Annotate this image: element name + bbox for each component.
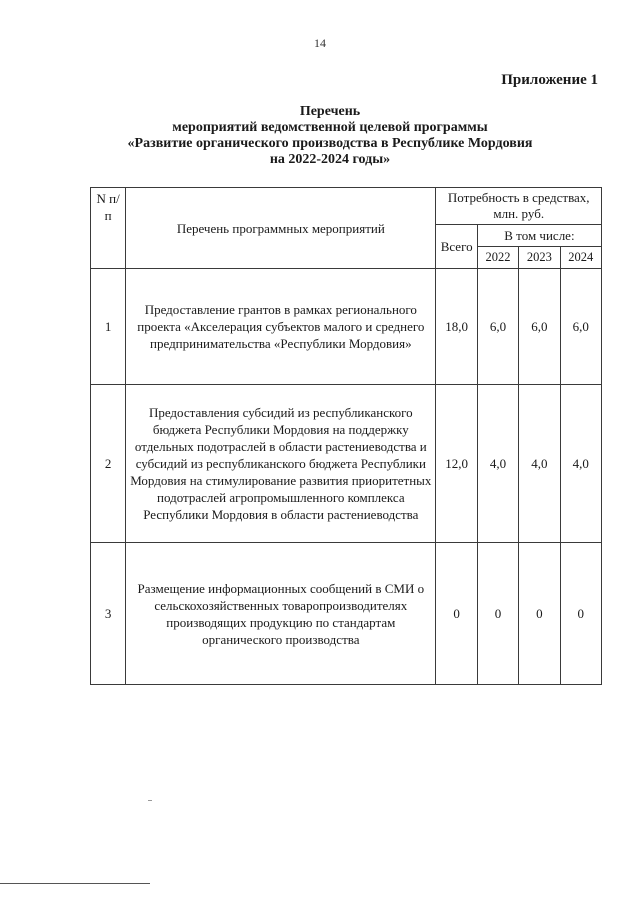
row-measure-name: Предоставление грантов в рамках регионального проекта «Акселерация субъектов малого и среднего предпринимательства «Республики Мордовия»	[126, 269, 436, 385]
row-2023: 6,0	[519, 269, 560, 385]
page-number: 14	[314, 36, 326, 50]
row-measure-name: Предоставления субсидий из республиканского бюджета Республики Мордовия на поддержку отдельных подотраслей в области растениеводства и субсидий из республиканского бюджета Республики Мордовия на стимулирование развития приоритетных подотраслей агропромышленного комплекса Республики Мордовия в области растениеводства	[126, 385, 436, 543]
title-line-3: «Развитие органического производства в Республике Мордовия	[127, 136, 533, 151]
row-number: 2	[91, 385, 126, 543]
row-total: 0	[436, 543, 477, 685]
row-2022: 4,0	[477, 385, 518, 543]
title-line-4: на 2022-2024 годы»	[269, 152, 391, 167]
header-num: N п/п	[91, 188, 126, 269]
header-year-2024: 2024	[560, 247, 601, 269]
table-row	[91, 269, 602, 385]
header-total: Всего	[436, 225, 477, 269]
row-2024: 0	[560, 543, 601, 685]
measures-table	[90, 187, 602, 685]
table-row	[91, 385, 602, 543]
title-line-2: мероприятий ведомственной целевой программы	[172, 120, 488, 135]
row-2023: 0	[519, 543, 560, 685]
row-total: 12,0	[436, 385, 477, 543]
header-need: Потребность в средствах, млн. руб.	[436, 188, 602, 225]
appendix-label: Приложение 1	[501, 72, 598, 88]
header-year-2022: 2022	[477, 247, 518, 269]
row-2022: 0	[477, 543, 518, 685]
row-2024: 6,0	[560, 269, 601, 385]
scan-speck	[148, 800, 152, 801]
row-total: 18,0	[436, 269, 477, 385]
document-title	[60, 104, 600, 168]
header-name: Перечень программных мероприятий	[126, 188, 436, 269]
footer-rule	[0, 883, 150, 884]
row-measure-name: Размещение информационных сообщений в СМИ о сельскохозяйственных товаропроизводителях производящих продукцию по стандартам органического производства	[126, 543, 436, 685]
row-number: 1	[91, 269, 126, 385]
row-2024: 4,0	[560, 385, 601, 543]
header-year-2023: 2023	[519, 247, 560, 269]
table-row	[91, 543, 602, 685]
row-number: 3	[91, 543, 126, 685]
row-2022: 6,0	[477, 269, 518, 385]
row-2023: 4,0	[519, 385, 560, 543]
header-incl: В том числе:	[477, 225, 601, 247]
title-line-1: Перечень	[299, 104, 361, 119]
header-row-1	[91, 188, 602, 225]
